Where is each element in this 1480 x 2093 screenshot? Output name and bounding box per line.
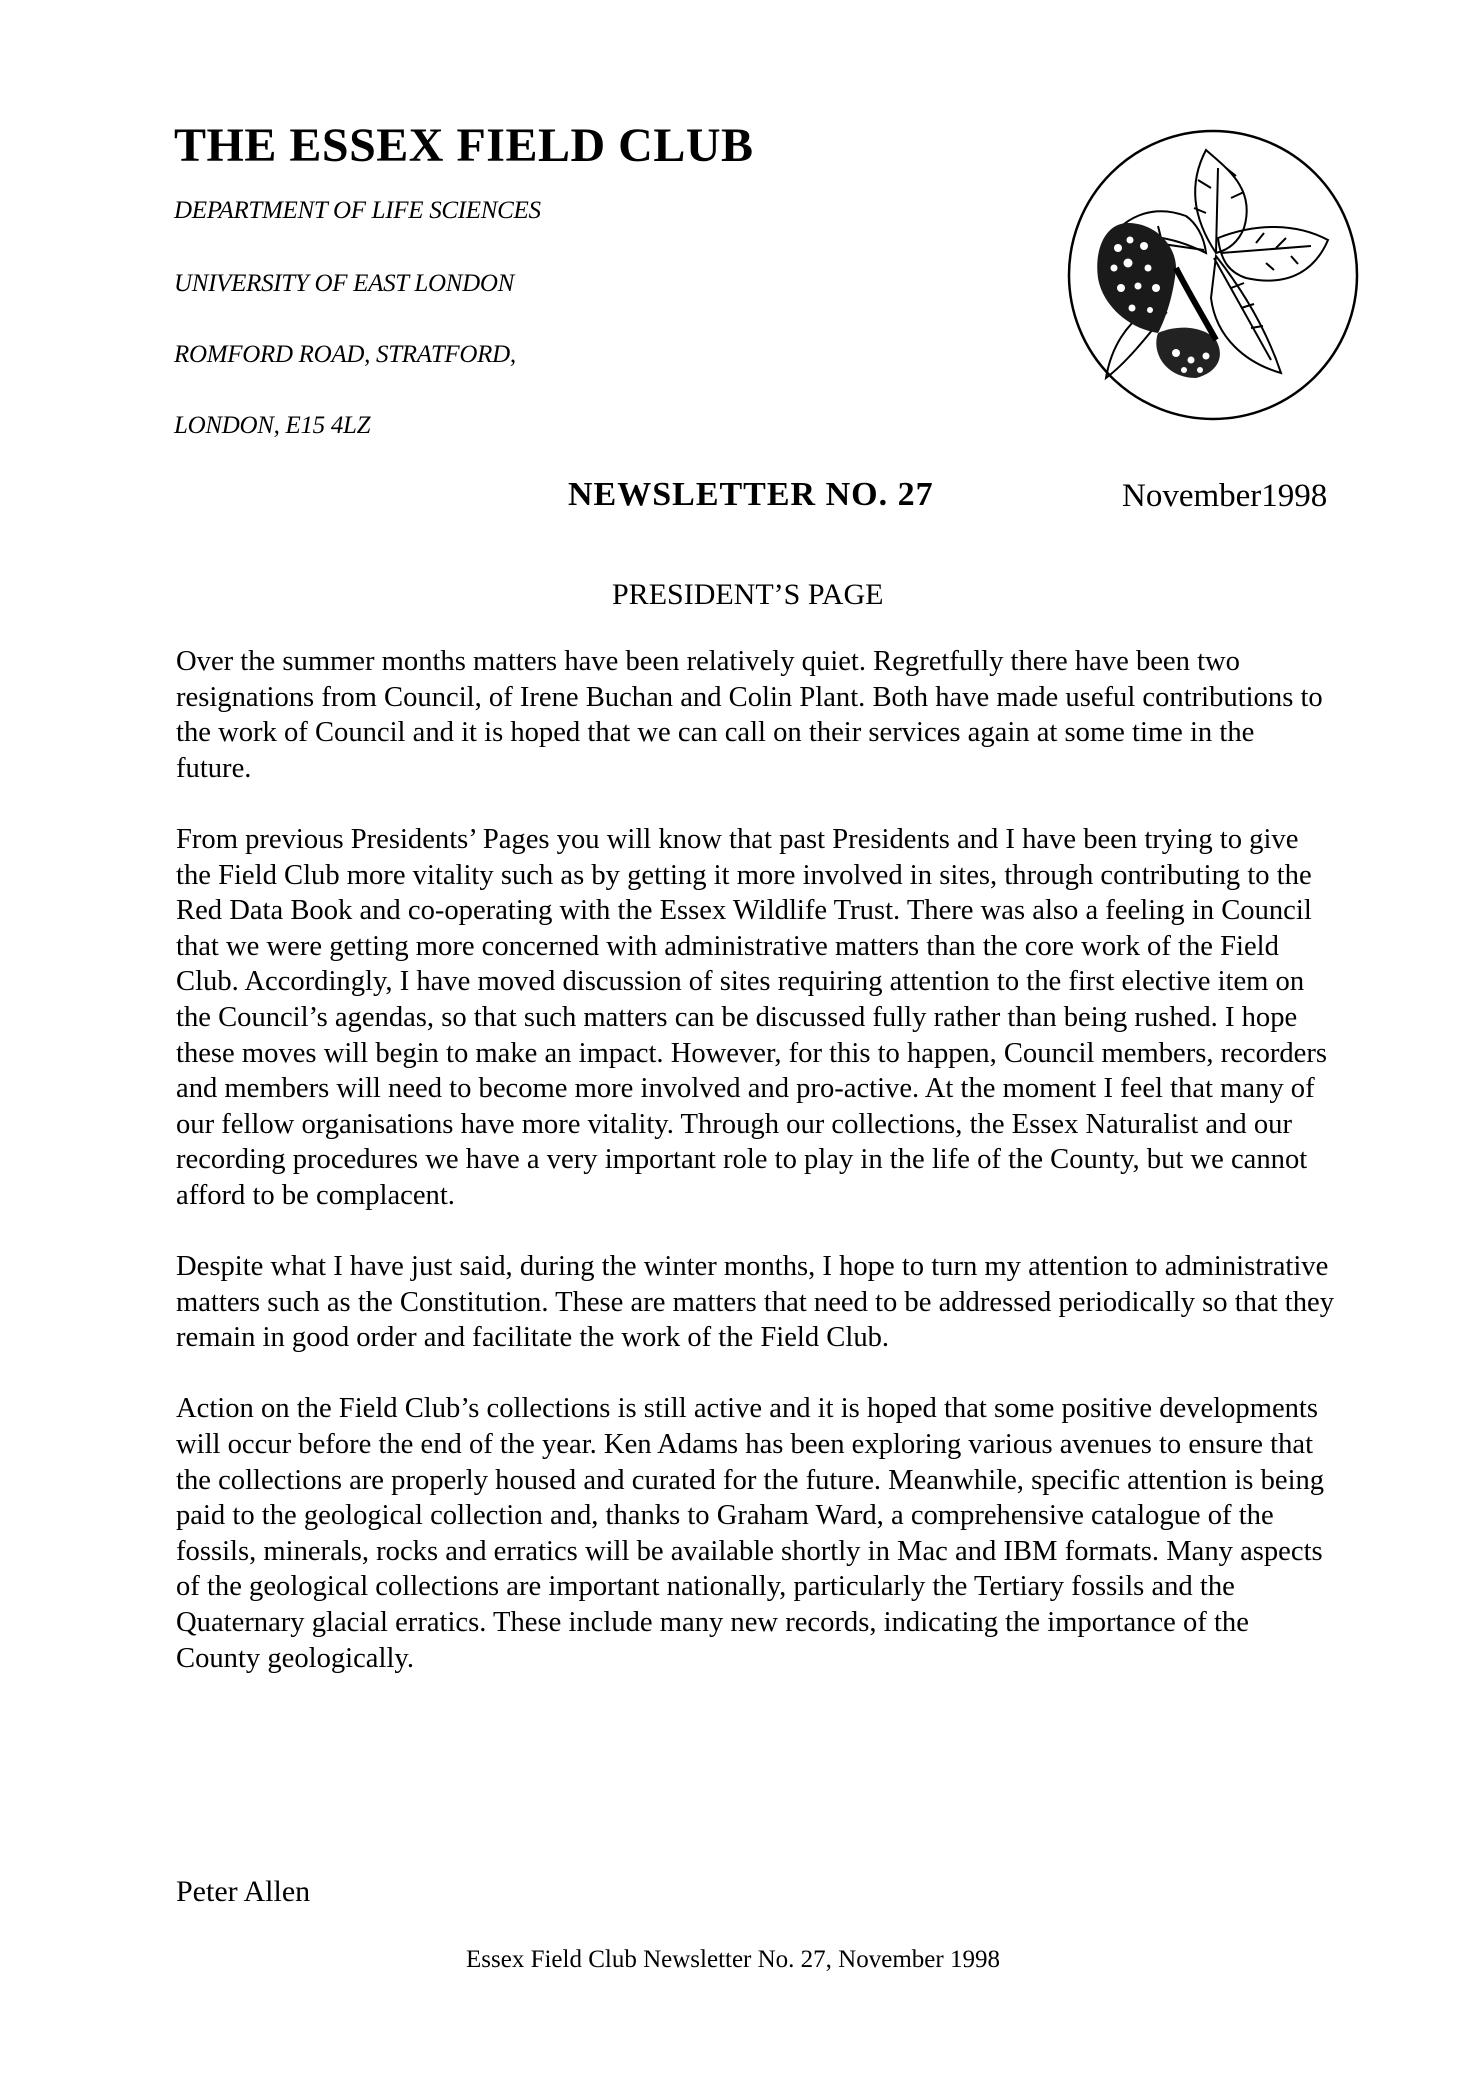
- newsletter-number: NEWSLETTER NO. 27: [568, 476, 934, 513]
- butterfly-on-leaf-emblem-icon: [1066, 128, 1360, 422]
- address-line-street: ROMFORD ROAD, STRATFORD,: [174, 341, 516, 368]
- address-line-department: DEPARTMENT OF LIFE SCIENCES: [174, 197, 541, 224]
- newsletter-date: November1998: [1122, 478, 1328, 514]
- article-body: [176, 644, 1336, 1712]
- page-footer: Essex Field Club Newsletter No. 27, November 1998: [466, 1946, 1000, 1973]
- section-heading: PRESIDENT’S PAGE: [612, 578, 884, 611]
- paragraph: Action on the Field Club’s collections is still active and it is hoped that some positive developments will occur before the end of the year. Ken Adams has been exploring various avenues to ensure that the collections are properly housed and curated for the future. Meanwhile, specific attention is being paid to the geological collection and, thanks to Graham Ward, a comprehensive catalogue of the fossils, minerals, rocks and erratics will be available shortly in Mac and IBM formats. Many aspects of the geological collections are important nationally, particularly the Tertiary fossils and the Quaternary glacial erratics. These include many new records, indicating the importance of the County geologically.: [176, 1393, 1325, 1674]
- address-line-postcode: LONDON, E15 4LZ: [174, 412, 371, 439]
- paragraph: Over the summer months matters have been relatively quiet. Regretfully there have been two resignations from Council, of Irene Buchan and Colin Plant. Both have made useful contributions to the work of Council and it is hoped that we can call on their services again at some time in the future.: [176, 646, 1323, 784]
- paragraph: From previous Presidents’ Pages you will know that past Presidents and I have been trying to give the Field Club more vitality such as by getting it more involved in sites, through contributing to the Red Data Book and co-operating with the Essex Wildlife Trust. There was also a feeling in Council that we were getting more concerned with administrative matters than the core work of the Field Club. Accordingly, I have moved discussion of sites requiring attention to the first elective item on the Council’s agendas, so that such matters can be discussed fully rather than being rushed. I hope these moves will begin to make an impact. However, for this to happen, Council members, recorders and members will need to become more involved and pro-active. At the moment I feel that many of our fellow organisations have more vitality. Through our collections, the Essex Naturalist and our recording procedures we have a very important role to play in the life of the County, but we cannot afford to be complacent.: [176, 823, 1328, 1211]
- signature: Peter Allen: [176, 1875, 311, 1908]
- paragraph: Despite what I have just said, during the winter months, I hope to turn my attention to administrative matters such as the Constitution. These are matters that need to be addressed periodically so that they remain in good order and facilitate the work of the Field Club.: [176, 1251, 1334, 1354]
- address-line-university: UNIVERSITY OF EAST LONDON: [174, 270, 514, 297]
- club-title: THE ESSEX FIELD CLUB: [174, 119, 754, 172]
